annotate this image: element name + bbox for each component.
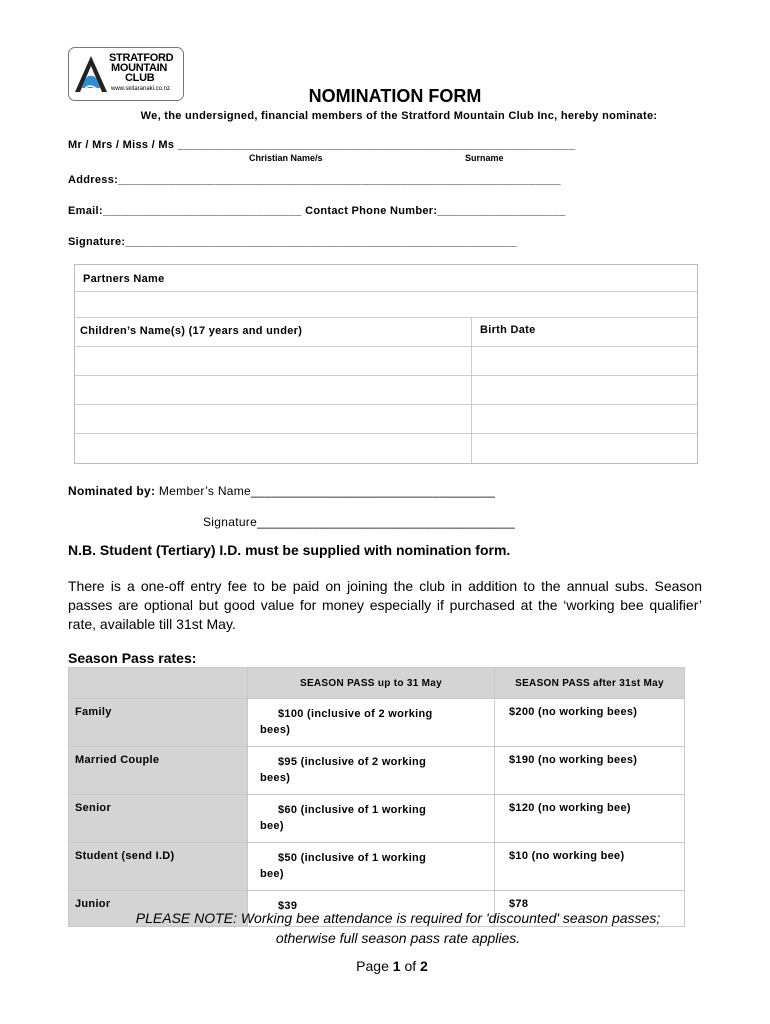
nominated-by-line[interactable]	[68, 484, 495, 498]
rate-early-text: $100 (inclusive of 2 working	[278, 708, 433, 720]
table-row	[69, 699, 685, 747]
page-current: 1	[392, 958, 401, 974]
signature-field-line[interactable]: Signature:_____________________________________________________________	[68, 236, 517, 248]
rate-late: $190 (no working bees)	[495, 747, 685, 795]
page-total: 2	[420, 958, 428, 974]
rate-category: Junior	[69, 891, 248, 927]
logo-line-2: MOUNTAIN	[111, 62, 168, 74]
rate-late: $200 (no working bees)	[495, 699, 685, 747]
page-mid: of	[400, 958, 421, 974]
form-title: NOMINATION FORM	[308, 86, 482, 106]
entry-fee-paragraph: There is a one-off entry fee to be paid on joining the club in addition to the annual subs. Season passes are optional but good value for money especially if purchased at the ‘working bee qualifier’ rate, available till 31st May.	[68, 578, 702, 632]
address-field-line[interactable]: Address:_____________________________________________________________________	[68, 174, 561, 186]
student-id-note: N.B. Student (Tertiary) I.D. must be supplied with nomination form.	[68, 542, 511, 558]
name-field-line[interactable]: Mr / Mrs / Miss / Ms ______________________________________________________________	[68, 139, 576, 151]
nominated-by-label: Nominated by:	[68, 484, 156, 498]
surname-label: Surname	[465, 153, 504, 163]
rate-late: $78	[495, 891, 685, 927]
nominator-signature-field[interactable]: Signature_____________________________________	[203, 515, 516, 529]
rate-category: Married Couple	[69, 747, 248, 795]
rate-late: $10 (no working bee)	[495, 843, 685, 891]
rate-early	[248, 843, 495, 891]
page-number	[0, 958, 770, 974]
rate-early-cont: bees)	[260, 772, 291, 784]
table-row	[69, 843, 685, 891]
page-prefix: Page	[356, 958, 393, 974]
rate-late: $120 (no working bee)	[495, 795, 685, 843]
rate-early	[248, 795, 495, 843]
logo-url: www.skitaranaki.co.nz	[111, 86, 171, 92]
partners-name-label: Partners Name	[83, 273, 165, 285]
rate-early-cont: bee)	[260, 868, 284, 880]
rates-header-late: SEASON PASS after 31st May	[495, 668, 685, 699]
rate-early-text: $60 (inclusive of 1 working	[278, 804, 427, 816]
email-phone-field-line[interactable]: Email:_______________________________ Contact Phone Number:____________________	[68, 205, 566, 217]
rate-early-text: $95 (inclusive of 2 working	[278, 756, 427, 768]
season-pass-rates-table	[68, 667, 685, 927]
partners-children-table	[74, 264, 698, 464]
season-pass-rates-title: Season Pass rates:	[68, 650, 197, 666]
form-intro: We, the undersigned, financial members of the Stratford Mountain Club Inc, hereby nominate:	[140, 110, 658, 122]
rate-early	[248, 747, 495, 795]
note-line-2: otherwise full season pass rate applies.	[275, 930, 521, 946]
rate-early-cont: bees)	[260, 724, 291, 736]
rate-early-text: $50 (inclusive of 1 working	[278, 852, 427, 864]
rate-early	[248, 699, 495, 747]
working-bee-note	[0, 908, 770, 948]
rate-early-cont: bee)	[260, 820, 284, 832]
logo-line-3: CLUB	[125, 72, 155, 84]
logo-line-1: STRATFORD	[109, 52, 174, 64]
table-row	[69, 747, 685, 795]
rates-header-early: SEASON PASS up to 31 May	[248, 668, 495, 699]
table-row	[69, 795, 685, 843]
note-line-1: PLEASE NOTE: Working bee attendance is required for 'discounted' season passes;	[135, 910, 661, 926]
rate-category: Student (send I.D)	[69, 843, 248, 891]
member-name-field[interactable]: Member’s Name___________________________________	[155, 484, 496, 498]
rate-category: Family	[69, 699, 248, 747]
table-column-divider	[471, 317, 472, 463]
christian-name-label: Christian Name/s	[249, 153, 323, 163]
rate-early-text: $39	[278, 900, 298, 912]
children-names-label: Children’s Name(s) (17 years and under)	[80, 325, 303, 337]
birth-date-label: Birth Date	[480, 324, 536, 336]
rate-category: Senior	[69, 795, 248, 843]
rates-header-blank	[69, 668, 248, 699]
